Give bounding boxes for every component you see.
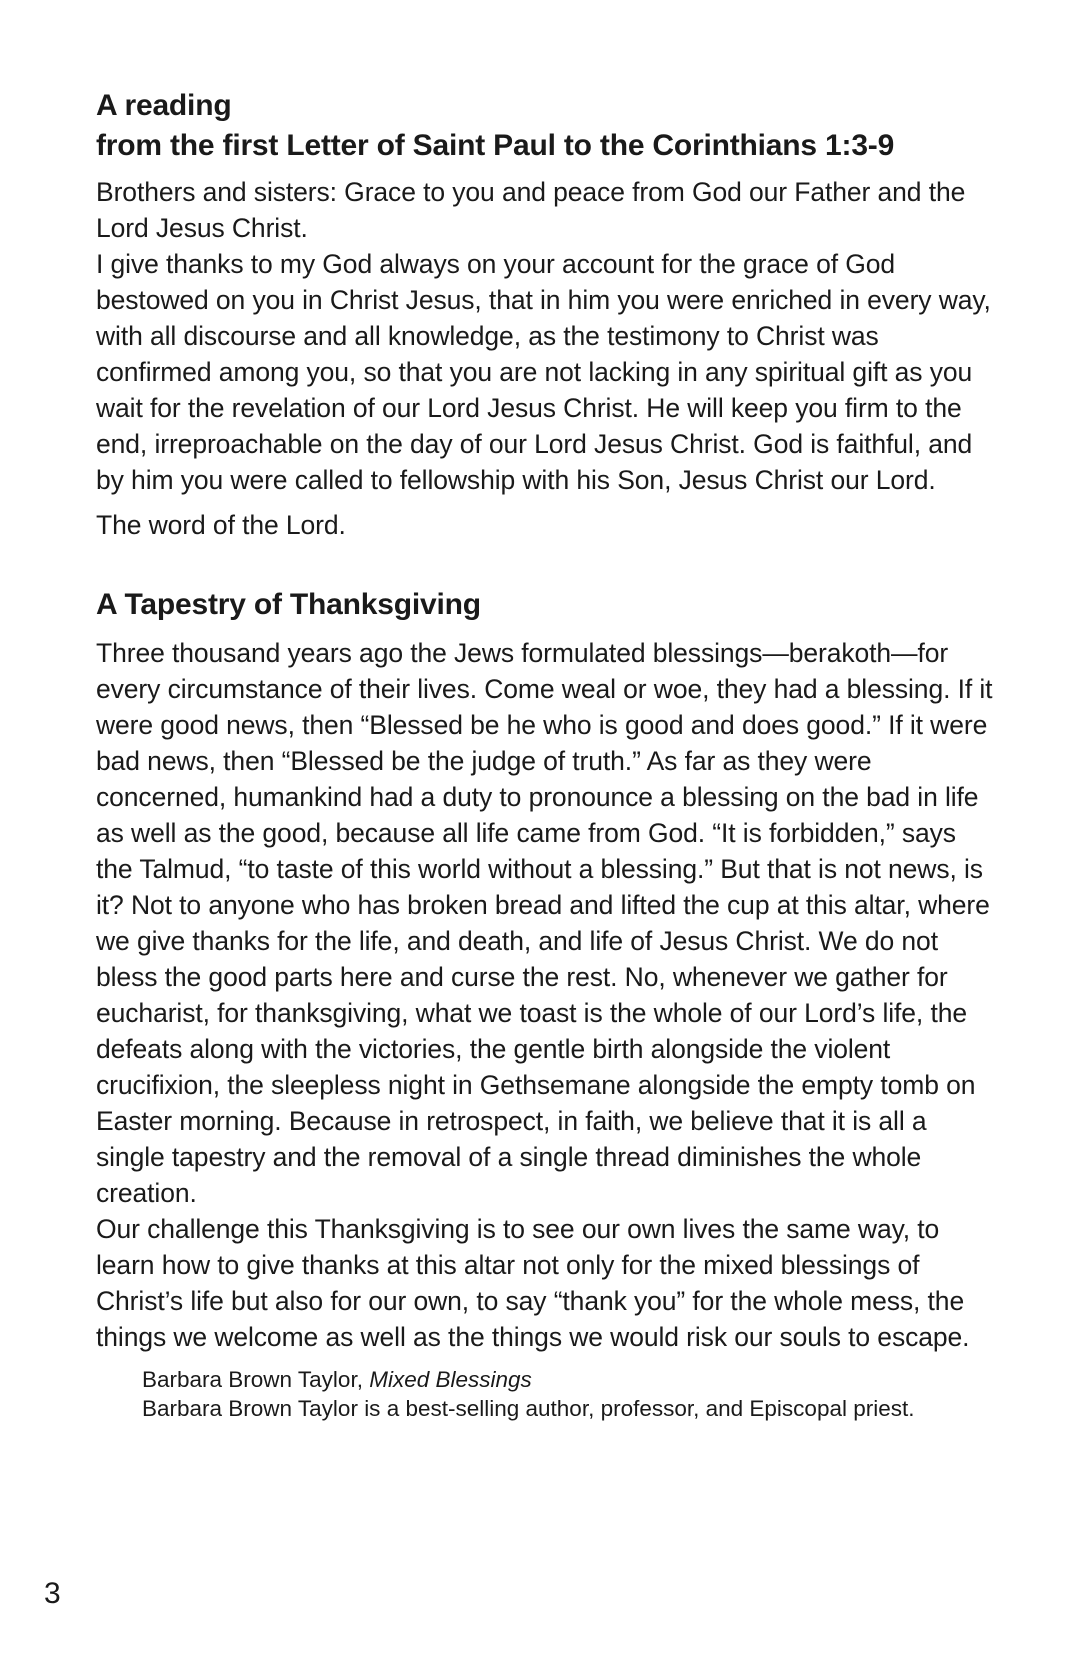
reading-closing: The word of the Lord.	[96, 510, 346, 540]
reading-paragraph-2: I give thanks to my God always on your account for the grace of God bestowed on you in Christ Jesus, that in him you were enriched in every way, with all discourse and all knowledge, as the testimony to Christ was confirmed among you, so that you are not lacking in any spiritual gift as you wait for the revelation of our Lord Jesus Christ. He will keep you firm to the end, irreproachable on the day of our Lord Jesus Christ. God is faithful, and by him you were called to fellowship with his Son, Jesus Christ our Lord.	[96, 249, 991, 495]
page-number: 3	[44, 1577, 61, 1610]
reflection-paragraph-2: Our challenge this Thanksgiving is to see our own lives the same way, to learn how to give thanks at this altar not only for the mixed blessings of Christ’s life but also for our own, to say “thank you” for the whole mess, the things we welcome as well as the things we would risk our souls to escape.	[96, 1214, 970, 1352]
reading-heading	[96, 86, 996, 166]
reflection-section	[96, 585, 996, 1423]
reflection-heading: A Tapestry of Thanksgiving	[96, 588, 481, 621]
attribution	[96, 1365, 996, 1423]
attribution-author: Barbara Brown Taylor,	[142, 1367, 363, 1392]
reflection-paragraph-1: Three thousand years ago the Jews formulated blessings—berakoth—for every circumstance of their lives. Come weal or woe, they had a blessing. If it were good news, then “Blessed be he who is good and does good.” If it were bad news, then “Blessed be the judge of truth.” As far as they were concerned, humankind had a duty to pronounce a blessing on the bad in life as well as the good, because all life came from God. “It is forbidden,” says the Talmud, “to taste of this world without a blessing.” But that is not news, is it? Not to anyone who has broken bread and lifted the cup at this altar, where we give thanks for the life, and death, and life of Jesus Christ. We do not bless the good parts here and curse the rest. No, whenever we gather for eucharist, for thanksgiving, what we toast is the whole of our Lord’s life, the defeats along with the victories, the gentle birth alongside the violent crucifixion, the sleepless night in Gethsemane alongside the empty tomb on Easter morning. Because in retrospect, in faith, we believe that it is all a single tapestry and the removal of a single thread diminishes the whole creation.	[96, 638, 993, 1208]
reading-section	[96, 86, 996, 543]
attribution-bio: Barbara Brown Taylor is a best-selling author, professor, and Episcopal priest.	[142, 1396, 915, 1421]
attribution-source	[142, 1365, 996, 1394]
page-content	[96, 86, 996, 1423]
reading-title-line2: from the first Letter of Saint Paul to the Corinthians 1:3-9	[96, 129, 895, 162]
attribution-work: Mixed Blessings	[369, 1367, 532, 1392]
reading-title-line1: A reading	[96, 89, 232, 122]
reading-paragraph-1: Brothers and sisters: Grace to you and peace from God our Father and the Lord Jesus Christ.	[96, 177, 966, 243]
